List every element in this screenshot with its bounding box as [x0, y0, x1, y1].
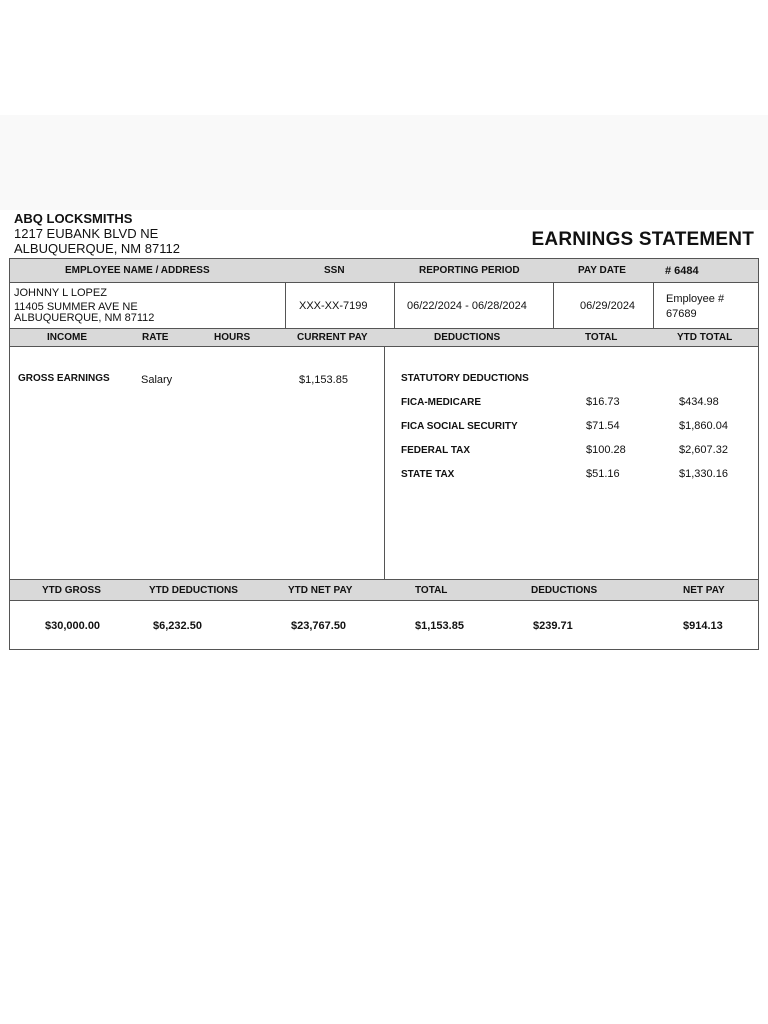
- employee-reporting-period: 06/22/2024 - 06/28/2024: [407, 300, 527, 312]
- header-hours: HOURS: [214, 332, 251, 343]
- earnings-statement-form: [9, 258, 759, 650]
- divider: [285, 283, 286, 328]
- earnings-current-pay: $1,153.85: [299, 374, 348, 386]
- company-name: ABQ LOCKSMITHS: [14, 211, 133, 226]
- deduction-name: FICA-MEDICARE: [401, 397, 481, 408]
- company-block: [14, 211, 180, 256]
- employee-name: JOHNNY L LOPEZ: [14, 287, 107, 299]
- header-ssn: SSN: [324, 265, 345, 276]
- deduction-name: FEDERAL TAX: [401, 445, 471, 456]
- deduction-name: STATE TAX: [401, 469, 455, 480]
- company-address-line1: 1217 EUBANK BLVD NE: [14, 226, 159, 241]
- gross-earnings-label: GROSS EARNINGS: [18, 373, 110, 384]
- earnings-rate: Salary: [141, 374, 173, 386]
- header-pay-date: PAY DATE: [578, 265, 626, 276]
- employee-address-line1: 11405 SUMMER AVE NE: [14, 301, 138, 313]
- document-title: EARNINGS STATEMENT: [531, 229, 754, 250]
- deduction-total: $100.28: [586, 444, 626, 456]
- header-summary-total: TOTAL: [415, 585, 448, 596]
- header-income: INCOME: [47, 332, 87, 343]
- deduction-ytd: $2,607.32: [679, 444, 728, 456]
- deduction-ytd: $1,860.04: [679, 420, 728, 432]
- divider: [394, 283, 395, 328]
- divider: [553, 283, 554, 328]
- deduction-ytd: $434.98: [679, 396, 719, 408]
- top-band: [0, 115, 768, 210]
- deduction-ytd: $1,330.16: [679, 468, 728, 480]
- employee-number-label: Employee #: [666, 293, 725, 305]
- header-ytd-gross: YTD GROSS: [42, 585, 101, 596]
- company-address-line2: ALBUQUERQUE, NM 87112: [14, 241, 180, 256]
- deduction-total: $51.16: [586, 468, 620, 480]
- deduction-name: FICA SOCIAL SECURITY: [401, 421, 518, 432]
- header-deductions: DEDUCTIONS: [434, 332, 501, 343]
- income-header-row: [10, 328, 758, 347]
- employee-address-line2: ALBUQUERQUE, NM 87112: [14, 312, 155, 324]
- net-pay-value: $914.13: [683, 620, 723, 632]
- employee-number: 67689: [666, 308, 697, 320]
- header-ytd-total: YTD TOTAL: [677, 332, 733, 343]
- ytd-deductions-value: $6,232.50: [153, 620, 202, 632]
- ytd-net-pay-value: $23,767.50: [291, 620, 347, 632]
- divider: [653, 283, 654, 328]
- header-total: TOTAL: [585, 332, 618, 343]
- summary-deductions-value: $239.71: [533, 620, 573, 632]
- header-net-pay: NET PAY: [683, 585, 725, 596]
- header-rate: RATE: [142, 332, 169, 343]
- deduction-total: $71.54: [586, 420, 620, 432]
- header-ytd-deductions: YTD DEDUCTIONS: [149, 585, 238, 596]
- header-employee-name-address: EMPLOYEE NAME / ADDRESS: [65, 265, 210, 276]
- deduction-total: $16.73: [586, 396, 620, 408]
- header-ytd-net-pay: YTD NET PAY: [288, 585, 353, 596]
- summary-header-row: [10, 579, 758, 601]
- header-summary-deductions: DEDUCTIONS: [531, 585, 598, 596]
- statutory-deductions-title: STATUTORY DEDUCTIONS: [401, 373, 529, 384]
- header-current-pay: CURRENT PAY: [297, 332, 368, 343]
- employee-pay-date: 06/29/2024: [580, 300, 636, 312]
- body-divider: [384, 347, 385, 579]
- header-reporting-period: REPORTING PERIOD: [419, 265, 520, 276]
- statement-number: # 6484: [665, 265, 699, 277]
- employee-ssn: XXX-XX-7199: [299, 300, 368, 312]
- ytd-gross-value: $30,000.00: [45, 620, 101, 632]
- summary-total-value: $1,153.85: [415, 620, 464, 632]
